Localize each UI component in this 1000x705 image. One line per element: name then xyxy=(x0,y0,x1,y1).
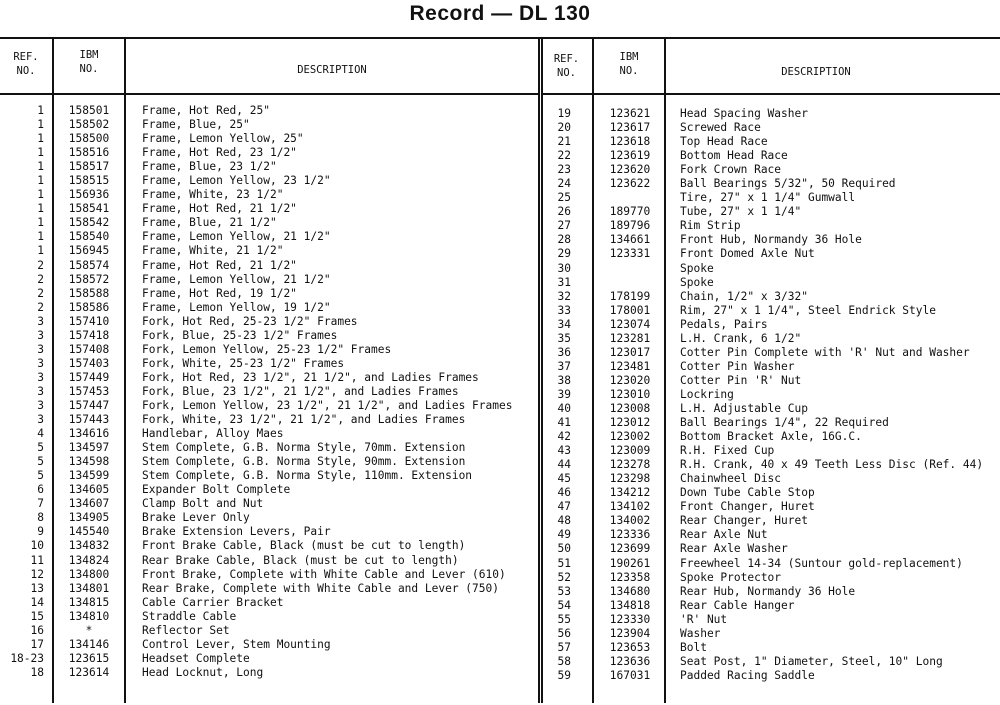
ibm-cell: 158540 xyxy=(68,230,110,244)
description-cell: Stem Complete, G.B. Norma Style, 70mm. Extension xyxy=(142,441,466,455)
ibm-cell: 123614 xyxy=(68,665,110,679)
ref-cell: 16 xyxy=(30,623,44,637)
description-cell: Rear Axle Washer xyxy=(680,542,788,556)
ref-cell: 22 xyxy=(557,149,571,163)
description-cell: Frame, Lemon Yellow, 23 1/2" xyxy=(142,174,331,188)
ref-cell: 3 xyxy=(37,398,44,412)
ref-cell: 28 xyxy=(557,233,571,247)
ref-cell: 44 xyxy=(557,458,571,472)
description-cell: Fork Crown Race xyxy=(680,163,782,177)
description-cell: Expander Bolt Complete xyxy=(142,483,291,497)
description-cell: Lockring xyxy=(680,387,734,401)
ibm-cell: 123358 xyxy=(609,570,651,584)
description-cell: Straddle Cable xyxy=(142,609,237,623)
description-cell: Frame, Blue, 21 1/2" xyxy=(142,216,277,230)
ref-cell: 59 xyxy=(557,668,571,682)
ibm-cell: 134810 xyxy=(68,609,110,623)
ref-cell: 9 xyxy=(37,525,44,539)
ibm-cell: 123636 xyxy=(609,654,651,668)
ref-cell: 20 xyxy=(557,121,571,135)
ref-cell: 42 xyxy=(557,430,571,444)
description-cell: Spoke Protector xyxy=(680,570,782,584)
description-cell: Head Spacing Washer xyxy=(680,107,808,120)
ibm-cell: 123619 xyxy=(609,149,651,163)
ibm-cell: 158502 xyxy=(68,118,110,132)
ref-cell: 38 xyxy=(557,373,571,387)
ref-cell: 6 xyxy=(37,483,44,497)
description-cell: Rear Cable Hanger xyxy=(680,598,795,612)
ref-cell: 4 xyxy=(37,427,44,441)
ibm-cell: 157403 xyxy=(68,356,110,370)
page-title: Record — DL 130 xyxy=(409,2,591,25)
ibm-cell: 123010 xyxy=(609,387,651,401)
ibm-cell: 134598 xyxy=(68,455,110,469)
description-cell: Cotter Pin 'R' Nut xyxy=(680,373,802,387)
description-cell: Frame, Hot Red, 21 1/2" xyxy=(142,202,297,216)
ref-cell: 52 xyxy=(557,570,571,584)
description-cell: Fork, White, 25-23 1/2" Frames xyxy=(142,356,345,370)
ref-cell: 33 xyxy=(557,303,571,317)
description-cell: Frame, White, 23 1/2" xyxy=(142,188,284,202)
ibm-cell: 158515 xyxy=(68,174,110,188)
ibm-cell: 123331 xyxy=(609,247,651,261)
ref-cell: 3 xyxy=(37,384,44,398)
description-cell: Rear Axle Nut xyxy=(680,528,768,542)
ref-no-header: REF. NO. xyxy=(553,53,580,79)
description-cell: Fork, Blue, 23 1/2", 21 1/2", and Ladies Frames xyxy=(142,384,459,398)
ref-cell: 50 xyxy=(557,542,571,556)
description-cell: Brake Lever Only xyxy=(142,511,250,525)
ibm-cell: 134815 xyxy=(68,595,110,609)
ref-cell: 17 xyxy=(30,637,44,651)
ref-cell: 1 xyxy=(37,188,44,202)
description-cell: Stem Complete, G.B. Norma Style, 110mm. Extension xyxy=(142,469,473,483)
ref-cell: 1 xyxy=(37,118,44,132)
ref-cell: 30 xyxy=(557,261,571,275)
ref-cell: 18-23 xyxy=(10,651,44,665)
ibm-cell: 123017 xyxy=(609,345,651,359)
description-cell: Top Head Race xyxy=(680,135,768,149)
description-cell: Bottom Bracket Axle, 16G.C. xyxy=(680,430,862,444)
ibm-cell: 134002 xyxy=(609,514,651,528)
description-cell: Chainwheel Disc xyxy=(680,472,782,486)
ref-cell: 43 xyxy=(557,444,571,458)
ibm-cell: 158586 xyxy=(68,300,110,314)
description-cell: Frame, Lemon Yellow, 19 1/2" xyxy=(142,300,331,314)
ibm-cell: 158517 xyxy=(68,160,110,174)
description-cell: Fork, Hot Red, 23 1/2", 21 1/2", and Ladies Frames xyxy=(142,370,479,384)
ibm-cell: 158500 xyxy=(68,132,110,146)
ibm-cell: 157410 xyxy=(68,314,110,328)
ibm-no-header: IBM NO. xyxy=(79,49,99,75)
ref-cell: 3 xyxy=(37,356,44,370)
description-cell: Control Lever, Stem Mounting xyxy=(142,637,331,651)
ibm-cell: 134146 xyxy=(68,637,110,651)
description-cell: Screwed Race xyxy=(680,121,761,135)
ref-cell: 2 xyxy=(37,286,44,300)
description-header: DESCRIPTION xyxy=(297,64,367,76)
ref-cell: 58 xyxy=(557,654,571,668)
ibm-cell: 134661 xyxy=(609,233,651,247)
ibm-cell: 123281 xyxy=(609,331,651,345)
description-cell: Tire, 27" x 1 1/4" Gumwall xyxy=(680,191,856,205)
ref-cell: 36 xyxy=(557,345,571,359)
ibm-cell: 123617 xyxy=(609,121,651,135)
ref-cell: 2 xyxy=(37,300,44,314)
description-cell: Chain, 1/2" x 3/32" xyxy=(680,289,808,303)
description-cell: Frame, Hot Red, 23 1/2" xyxy=(142,146,297,160)
ref-cell: 1 xyxy=(37,174,44,188)
description-cell: Brake Extension Levers, Pair xyxy=(142,525,331,539)
ibm-no-header: IBM NO. xyxy=(619,51,639,77)
ref-cell: 53 xyxy=(557,584,571,598)
ibm-cell: 158574 xyxy=(68,258,110,272)
description-cell: Tube, 27" x 1 1/4" xyxy=(680,205,802,219)
ref-cell: 46 xyxy=(557,486,571,500)
ibm-cell: 157443 xyxy=(68,413,110,427)
description-cell: Fork, Hot Red, 25-23 1/2" Frames xyxy=(142,314,358,328)
ref-cell: 39 xyxy=(557,387,571,401)
ref-cell: 41 xyxy=(557,416,571,430)
ref-cell: 35 xyxy=(557,331,571,345)
description-cell: Handlebar, Alloy Maes xyxy=(142,427,284,441)
description-cell: Down Tube Cable Stop xyxy=(680,486,815,500)
description-cell: R.H. Fixed Cup xyxy=(680,444,775,458)
description-cell: Frame, Lemon Yellow, 21 1/2" xyxy=(142,230,331,244)
ref-cell: 26 xyxy=(557,205,571,219)
ibm-cell: * xyxy=(85,623,93,637)
ref-cell: 31 xyxy=(557,275,571,289)
description-cell: Frame, Blue, 23 1/2" xyxy=(142,160,277,174)
ref-cell: 1 xyxy=(37,244,44,258)
ref-cell: 1 xyxy=(37,104,44,117)
ref-cell: 3 xyxy=(37,413,44,427)
ibm-cell: 123008 xyxy=(609,401,651,415)
ref-cell: 54 xyxy=(557,598,571,612)
ref-cell: 3 xyxy=(37,370,44,384)
ibm-cell: 123336 xyxy=(609,528,651,542)
description-cell: Cotter Pin Complete with 'R' Nut and Washer xyxy=(680,345,970,359)
column-rule xyxy=(124,37,126,703)
description-cell: Seat Post, 1" Diameter, Steel, 10" Long xyxy=(680,654,943,668)
description-cell: Rim Strip xyxy=(680,219,741,233)
ibm-cell: 178001 xyxy=(609,303,651,317)
description-cell: Frame, Blue, 25" xyxy=(142,118,250,132)
ref-cell: 1 xyxy=(37,132,44,146)
description-cell: Bolt xyxy=(680,640,707,654)
description-cell: Front Changer, Huret xyxy=(680,500,815,514)
description-cell: Bottom Head Race xyxy=(680,149,788,163)
ref-cell: 37 xyxy=(557,359,571,373)
header-rule xyxy=(0,93,539,95)
ibm-cell: 134832 xyxy=(68,539,110,553)
ref-cell: 15 xyxy=(30,609,44,623)
ref-cell: 19 xyxy=(557,107,571,120)
ref-cell: 18 xyxy=(30,665,44,679)
description-cell: Spoke xyxy=(680,261,714,275)
ibm-cell: 178199 xyxy=(609,289,651,303)
description-cell: L.H. Crank, 6 1/2" xyxy=(680,331,802,345)
description-cell: Fork, White, 23 1/2", 21 1/2", and Ladies Frames xyxy=(142,413,466,427)
ref-cell: 1 xyxy=(37,160,44,174)
ibm-cell: 158572 xyxy=(68,272,110,286)
description-cell: Stem Complete, G.B. Norma Style, 90mm. Extension xyxy=(142,455,466,469)
ibm-cell: 156945 xyxy=(68,244,110,258)
ibm-cell: 123904 xyxy=(609,626,651,640)
ref-cell: 1 xyxy=(37,230,44,244)
ibm-cell: 123074 xyxy=(609,317,651,331)
ibm-cell: 123330 xyxy=(609,612,651,626)
ibm-cell: 123020 xyxy=(609,373,651,387)
description-cell: R.H. Crank, 40 x 49 Teeth Less Disc (Ref. 44) xyxy=(680,458,984,472)
ibm-cell: 134818 xyxy=(609,598,651,612)
ref-cell: 12 xyxy=(30,567,44,581)
ibm-cell: 189770 xyxy=(609,205,651,219)
ibm-cell: 189796 xyxy=(609,219,651,233)
description-cell: Headset Complete xyxy=(142,651,250,665)
ibm-cell: 123620 xyxy=(609,163,651,177)
description-cell: Frame, White, 21 1/2" xyxy=(142,244,284,258)
ref-cell: 5 xyxy=(37,441,44,455)
ref-cell: 56 xyxy=(557,626,571,640)
description-cell: Frame, Lemon Yellow, 21 1/2" xyxy=(142,272,331,286)
description-cell: Spoke xyxy=(680,275,714,289)
ref-cell: 32 xyxy=(557,289,571,303)
description-cell: Padded Racing Saddle xyxy=(680,668,815,682)
ibm-cell: 134800 xyxy=(68,567,110,581)
description-cell: Rear Changer, Huret xyxy=(680,514,808,528)
ibm-cell: 123622 xyxy=(609,177,651,191)
ibm-cell: 157447 xyxy=(68,398,110,412)
description-cell: Frame, Lemon Yellow, 25" xyxy=(142,132,304,146)
ref-cell: 11 xyxy=(30,553,44,567)
ref-cell: 7 xyxy=(37,497,44,511)
ref-cell: 3 xyxy=(37,328,44,342)
column-rule xyxy=(52,37,54,703)
description-cell: Head Locknut, Long xyxy=(142,665,264,679)
ibm-cell: 123618 xyxy=(609,135,651,149)
description-cell: Rear Brake Cable, Black (must be cut to length) xyxy=(142,553,459,567)
ibm-cell: 123009 xyxy=(609,444,651,458)
ibm-cell: 123481 xyxy=(609,359,651,373)
ref-cell: 57 xyxy=(557,640,571,654)
ref-cell: 10 xyxy=(30,539,44,553)
description-cell: Frame, Hot Red, 25" xyxy=(142,104,270,117)
ibm-cell: 134607 xyxy=(68,497,110,511)
ibm-cell: 123298 xyxy=(609,472,651,486)
description-cell: Fork, Lemon Yellow, 23 1/2", 21 1/2", and Ladies Frames xyxy=(142,398,513,412)
ref-cell: 55 xyxy=(557,612,571,626)
description-cell: Pedals, Pairs xyxy=(680,317,768,331)
ibm-cell: 134212 xyxy=(609,486,651,500)
description-cell: Cotter Pin Washer xyxy=(680,359,795,373)
ref-cell: 1 xyxy=(37,146,44,160)
ref-cell: 5 xyxy=(37,469,44,483)
description-cell: Ball Bearings 1/4", 22 Required xyxy=(680,416,889,430)
description-cell: Front Brake Cable, Black (must be cut to length) xyxy=(142,539,466,553)
description-cell: Front Hub, Normandy 36 Hole xyxy=(680,233,862,247)
ref-cell: 47 xyxy=(557,500,571,514)
ibm-cell: 134824 xyxy=(68,553,110,567)
ref-cell: 40 xyxy=(557,401,571,415)
ref-cell: 1 xyxy=(37,202,44,216)
ref-cell: 3 xyxy=(37,342,44,356)
description-cell: Frame, Hot Red, 21 1/2" xyxy=(142,258,297,272)
ref-no-header: REF. NO. xyxy=(13,51,39,77)
ref-cell: 21 xyxy=(557,135,571,149)
ibm-cell: 123621 xyxy=(609,107,651,120)
ibm-cell: 158588 xyxy=(68,286,110,300)
ref-cell: 14 xyxy=(30,595,44,609)
ibm-cell: 190261 xyxy=(609,556,651,570)
ref-cell: 23 xyxy=(557,163,571,177)
description-cell: Washer xyxy=(680,626,721,640)
header-rule xyxy=(541,93,1000,95)
ref-cell: 27 xyxy=(557,219,571,233)
description-cell: Rear Hub, Normandy 36 Hole xyxy=(680,584,856,598)
ibm-cell: 123012 xyxy=(609,416,651,430)
ibm-cell: 123653 xyxy=(609,640,651,654)
ibm-cell: 145540 xyxy=(68,525,110,539)
ibm-cell: 158541 xyxy=(68,202,110,216)
description-cell: Front Brake, Complete with White Cable and Lever (610) xyxy=(142,567,506,581)
ref-cell: 25 xyxy=(557,191,571,205)
ref-cell: 49 xyxy=(557,528,571,542)
description-cell: Fork, Blue, 25-23 1/2" Frames xyxy=(142,328,338,342)
ibm-cell: 157449 xyxy=(68,370,110,384)
ref-cell: 34 xyxy=(557,317,571,331)
ibm-cell: 157418 xyxy=(68,328,110,342)
ibm-cell: 134599 xyxy=(68,469,110,483)
ibm-cell: 158542 xyxy=(68,216,110,230)
description-cell: Rim, 27" x 1 1/4", Steel Endrick Style xyxy=(680,303,936,317)
ibm-cell: 134801 xyxy=(68,581,110,595)
ibm-cell: 158501 xyxy=(68,104,110,117)
ibm-cell: 123699 xyxy=(609,542,651,556)
description-cell: Rear Brake, Complete with White Cable and Lever (750) xyxy=(142,581,499,595)
ibm-cell: 134102 xyxy=(609,500,651,514)
ibm-cell: 134905 xyxy=(68,511,110,525)
description-cell: Frame, Hot Red, 19 1/2" xyxy=(142,286,297,300)
column-rule xyxy=(538,37,540,703)
ibm-cell: 167031 xyxy=(609,668,651,682)
description-header: DESCRIPTION xyxy=(781,66,851,78)
ref-cell: 51 xyxy=(557,556,571,570)
ref-cell: 2 xyxy=(37,258,44,272)
ref-cell: 5 xyxy=(37,455,44,469)
ref-cell: 48 xyxy=(557,514,571,528)
description-cell: Front Domed Axle Nut xyxy=(680,247,815,261)
ibm-cell: 157453 xyxy=(68,384,110,398)
ref-cell: 2 xyxy=(37,272,44,286)
description-cell: Fork, Lemon Yellow, 25-23 1/2" Frames xyxy=(142,342,392,356)
description-cell: Freewheel 14-34 (Suntour gold-replacement) xyxy=(680,556,963,570)
description-cell: L.H. Adjustable Cup xyxy=(680,401,808,415)
ref-cell: 13 xyxy=(30,581,44,595)
ref-cell: 3 xyxy=(37,314,44,328)
ibm-cell: 123002 xyxy=(609,430,651,444)
ibm-cell: 134616 xyxy=(68,427,110,441)
ref-cell: 24 xyxy=(557,177,571,191)
ibm-cell: 134605 xyxy=(68,483,110,497)
ibm-cell: 157408 xyxy=(68,342,110,356)
ibm-cell: 123278 xyxy=(609,458,651,472)
description-cell: 'R' Nut xyxy=(680,612,728,626)
description-cell: Reflector Set xyxy=(142,623,230,637)
description-cell: Ball Bearings 5/32", 50 Required xyxy=(680,177,896,191)
ibm-cell: 134597 xyxy=(68,441,110,455)
description-cell: Clamp Bolt and Nut xyxy=(142,497,264,511)
ibm-cell: 156936 xyxy=(68,188,110,202)
ref-cell: 45 xyxy=(557,472,571,486)
ref-cell: 29 xyxy=(557,247,571,261)
description-cell: Cable Carrier Bracket xyxy=(142,595,284,609)
ibm-cell: 134680 xyxy=(609,584,651,598)
ref-cell: 1 xyxy=(37,216,44,230)
ibm-cell: 158516 xyxy=(68,146,110,160)
ref-cell: 8 xyxy=(37,511,44,525)
ibm-cell: 123615 xyxy=(68,651,110,665)
